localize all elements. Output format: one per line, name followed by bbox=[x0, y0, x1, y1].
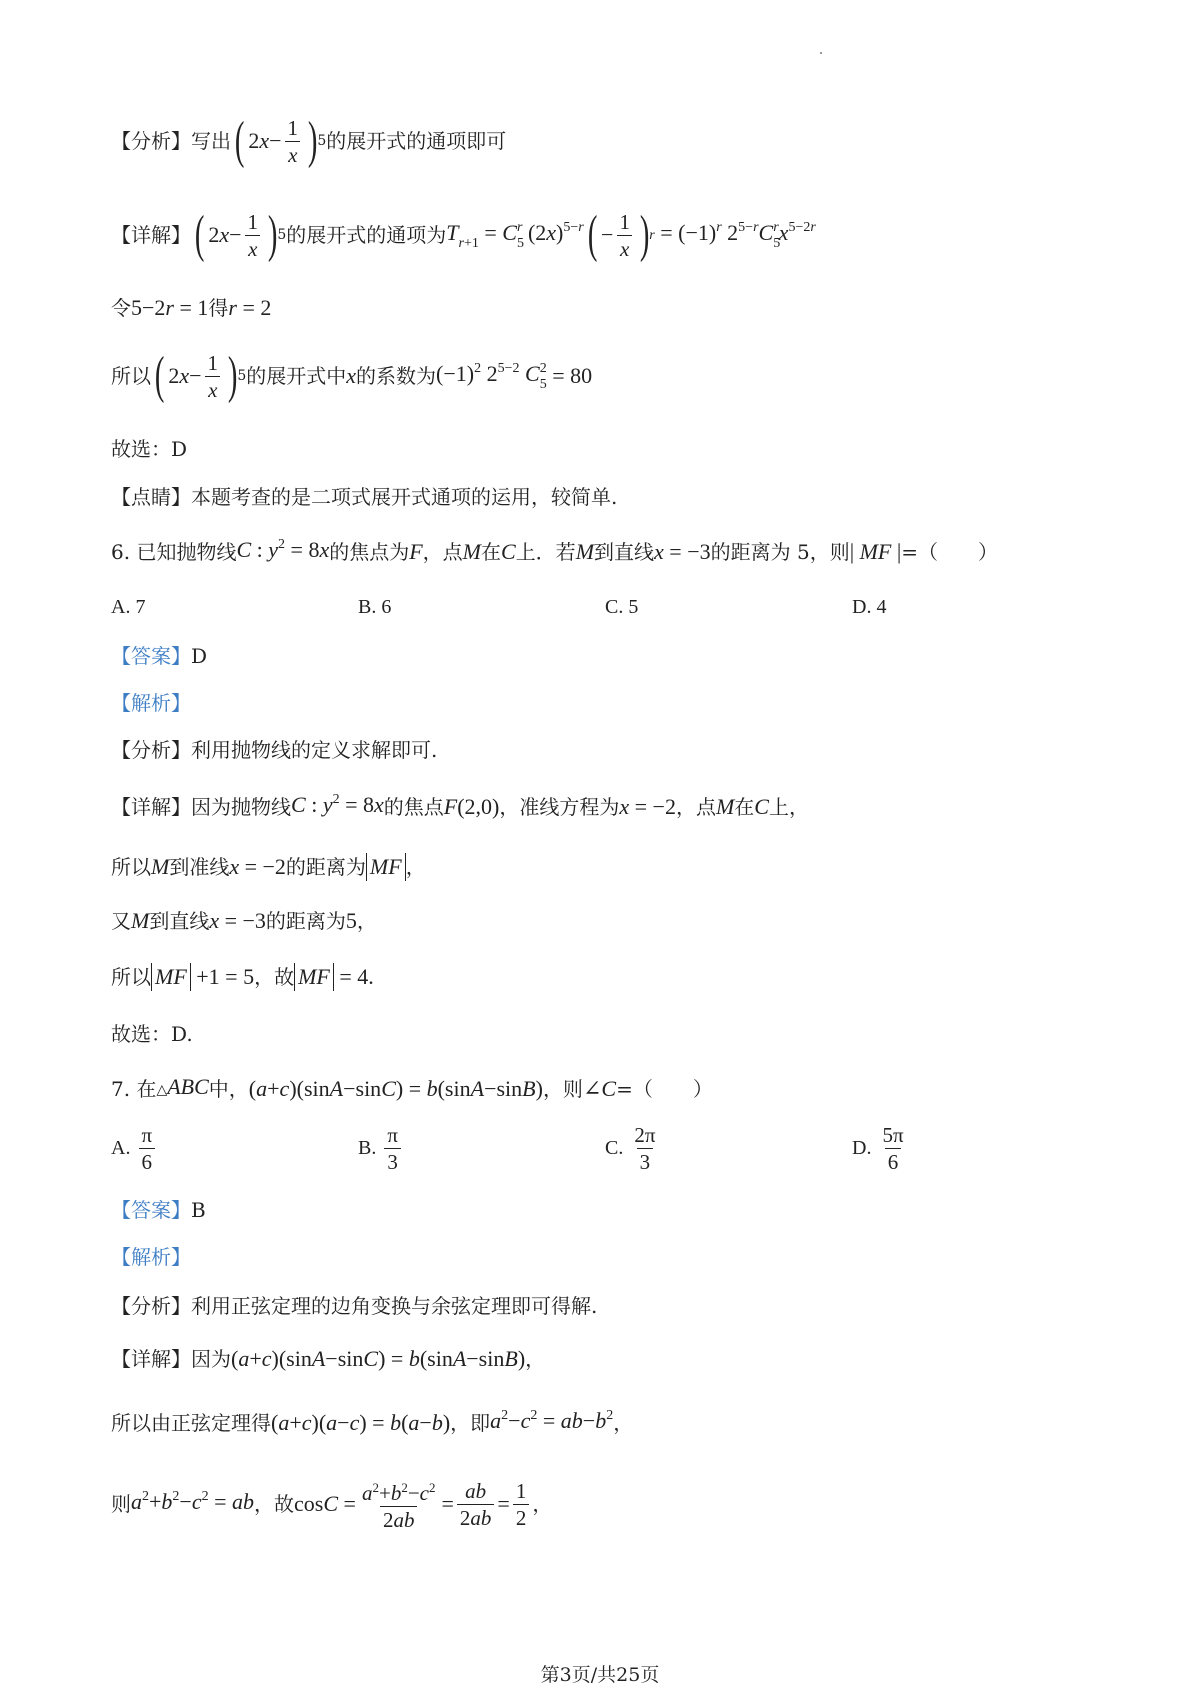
option-b[interactable]: B. 6 bbox=[358, 596, 392, 618]
text: 因为抛物线 bbox=[191, 795, 291, 819]
comment-tag: 【点睛】 bbox=[111, 485, 191, 509]
text: 本题考查的是二项式展开式通项的运用，较简单. bbox=[191, 485, 618, 509]
text: 的距离为 bbox=[285, 855, 366, 879]
option-a[interactable]: A. $\frac{\pi}{6}$ bbox=[111, 1122, 158, 1175]
detail-tag: 【详解】 bbox=[111, 795, 191, 819]
q7-answer bbox=[111, 1197, 206, 1223]
explain-tag: 【解析】 bbox=[111, 691, 191, 715]
detail-tag: 【详解】 bbox=[111, 1347, 191, 1371]
text: 的展开式的通项即可 bbox=[326, 129, 507, 153]
q7-explain bbox=[111, 1244, 191, 1270]
result: = 80 bbox=[552, 363, 593, 388]
question-number: 7. bbox=[111, 1077, 131, 1101]
text: 的系数为 bbox=[356, 364, 437, 388]
text: 则 bbox=[111, 1492, 131, 1516]
q7-analysis bbox=[111, 1293, 597, 1319]
text: 故选：D bbox=[111, 437, 188, 461]
text: 中， bbox=[208, 1077, 249, 1101]
analysis-tag: 【分析】 bbox=[111, 1294, 191, 1318]
text: 在 bbox=[136, 1077, 157, 1101]
text: ，则 bbox=[542, 1077, 583, 1101]
q6-answer bbox=[111, 643, 207, 669]
text: 令 bbox=[111, 296, 131, 320]
q7-detail-3: 则 $a^2+b^2-c^2$ = ab ，故 cosC = $\frac{a^2+b^2-c^2}{2ab}$ = $\frac{ab}{2ab}$ = $\frac{1}{2}$ ， bbox=[111, 1478, 553, 1532]
q5-detail-line: 【详解】 ( 2x− $\frac{1}{x}$ ) 5 的展开式的通项为 $T_{r+1} = C_5^r$ $(2x)^{5-r}$ ( − $\frac{1}{x}$ ) r = $(-1)^r$ $2^{5-r}C_5^rx^{5-2r}$ bbox=[111, 206, 816, 263]
option-c[interactable]: C. 5 bbox=[605, 596, 639, 618]
text: 上， bbox=[768, 795, 809, 819]
text: 的距离为 5，则 bbox=[710, 540, 850, 564]
q5-choice bbox=[111, 436, 187, 462]
text: ，准线方程为 bbox=[499, 795, 620, 819]
q7-stem: 7. 在 △ABC 中， (a+c)(sinA−sinC) = b(sinA−sinB) ，则 ∠C =（ ） bbox=[111, 1074, 713, 1101]
option-d[interactable]: D. 4 bbox=[852, 596, 887, 618]
text: 又 bbox=[111, 909, 131, 933]
q6-choice bbox=[111, 1021, 193, 1047]
text: 所以 bbox=[111, 965, 151, 989]
q5-line3: 所以 ( 2x− $\frac{1}{x}$ ) 5 的展开式中 x 的系数为 $(-1)^2$ $2^{5-2}$ $C_5^2$ = 80 bbox=[111, 347, 593, 404]
text: 所以由正弦定理得 bbox=[111, 1411, 271, 1435]
q6-detail-2: 所以 M 到准线 x = −2 的距离为 MF ， bbox=[111, 854, 426, 879]
q5-comment bbox=[111, 484, 617, 510]
text: 的距离为 bbox=[265, 909, 346, 933]
option-d[interactable]: D. $\frac{5\pi}{6}$ bbox=[852, 1123, 904, 1174]
text: ，点 bbox=[422, 540, 463, 564]
q6-explain bbox=[111, 690, 191, 716]
text: 在 bbox=[481, 540, 501, 564]
speck bbox=[820, 52, 822, 54]
q6-stem: 6. 已知抛物线 C : $y^2 = 8x$ 的焦点为 F ，点 M 在 C 上．若 M 到直线 x = −3 的距离为 5，则 | MF | =（ ） bbox=[111, 537, 999, 564]
page-footer: 第3页/共25页 bbox=[540, 1664, 660, 1686]
question-number: 6. bbox=[111, 540, 131, 564]
text: ，点 bbox=[675, 795, 716, 819]
option-c[interactable]: C. $\frac{2\pi}{3}$ bbox=[605, 1123, 656, 1174]
text: 在 bbox=[734, 795, 755, 819]
text: 上．若 bbox=[515, 540, 576, 564]
answer-value: D bbox=[191, 644, 208, 668]
answer-tag: 【答案】 bbox=[111, 644, 191, 668]
text: 到直线 bbox=[149, 909, 210, 933]
text: 利用抛物线的定义求解即可. bbox=[191, 738, 438, 762]
text: ，即 bbox=[450, 1411, 491, 1435]
text: =（ ） bbox=[901, 540, 999, 564]
text: 的展开式中 bbox=[246, 364, 347, 388]
text: 已知抛物线 bbox=[136, 540, 237, 564]
explain-tag: 【解析】 bbox=[111, 1245, 191, 1269]
text: 故选：D. bbox=[111, 1022, 193, 1046]
q7-detail-1: 【详解】 因为 (a+c)(sinA−sinC) = b(sinA−sinB) ， bbox=[111, 1346, 546, 1371]
q5-line2: 令 5−2r = 1 得 r = 2 bbox=[111, 295, 272, 320]
analysis-tag: 【分析】 bbox=[111, 129, 191, 153]
text: 的焦点为 bbox=[329, 540, 410, 564]
text: ，故 bbox=[254, 965, 295, 989]
text: 的焦点 bbox=[383, 795, 444, 819]
text: 的展开式的通项为 bbox=[286, 223, 447, 247]
text: 得 bbox=[208, 296, 229, 320]
text: 写出 bbox=[191, 129, 231, 153]
q6-detail-1: 【详解】 因为抛物线 C : $y^2 = 8x$ 的焦点 F(2,0) ，准线方程为 x = −2 ，点 M 在 C 上， bbox=[111, 792, 809, 819]
text: 所以 bbox=[111, 364, 151, 388]
text: 到直线 bbox=[594, 540, 655, 564]
q6-analysis bbox=[111, 737, 437, 763]
q6-detail-4: 所以 MF +1 = 5 ，故 MF = 4. bbox=[111, 964, 374, 989]
text: 到准线 bbox=[169, 855, 230, 879]
answer-value: B bbox=[191, 1198, 206, 1222]
option-b[interactable]: B. $\frac{\pi}{3}$ bbox=[358, 1122, 404, 1175]
detail-tag: 【详解】 bbox=[111, 223, 191, 247]
q6-detail-3: 又 M 到直线 x = −3 的距离为 5 ， bbox=[111, 908, 377, 933]
text: 因为 bbox=[191, 1347, 231, 1371]
text: ，故 bbox=[254, 1492, 295, 1516]
text: 所以 bbox=[111, 855, 151, 879]
text: =（ ） bbox=[616, 1077, 713, 1101]
q7-detail-2: 所以由正弦定理得 (a+c)(a−c) = b(a−b) ，即 $a^2-c^2 = ab-b^2$ ， bbox=[111, 1408, 634, 1435]
option-a[interactable]: A. 7 bbox=[111, 596, 146, 618]
analysis-tag: 【分析】 bbox=[111, 738, 191, 762]
text: 利用正弦定理的边角变换与余弦定理即可得解. bbox=[191, 1294, 598, 1318]
answer-tag: 【答案】 bbox=[111, 1198, 191, 1222]
q5-analysis-line: 【分析】 写出 ( 2x− $\frac{1}{x}$ ) 5 的展开式的通项即可 bbox=[111, 112, 507, 169]
